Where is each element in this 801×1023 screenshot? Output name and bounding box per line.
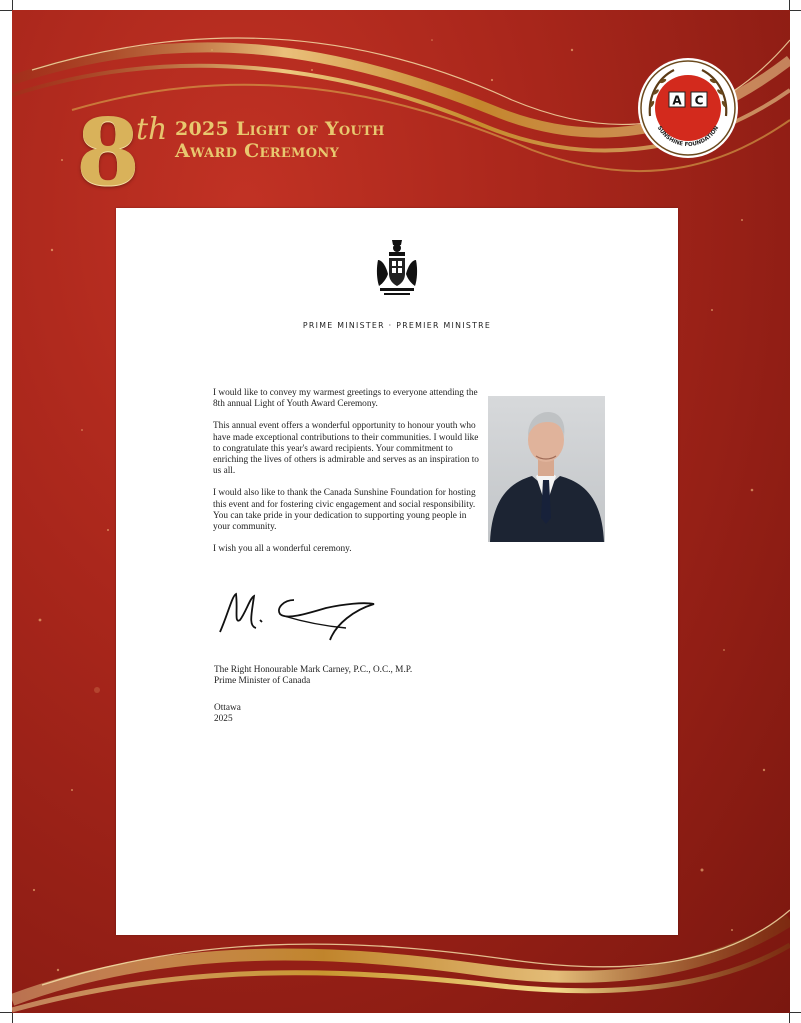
crop-mark bbox=[789, 10, 801, 11]
crop-mark bbox=[789, 1012, 801, 1013]
signature-image bbox=[214, 584, 384, 644]
event-title-line1: 2025 Light of Youth bbox=[175, 118, 385, 140]
letter-paragraph: I would also like to thank the Canada Sunshine Foundation for hosting this event and for fostering civic engagement and social responsibility. You can take pride in your dedication to supporting young people in your community. bbox=[213, 488, 476, 533]
crop-mark bbox=[789, 1013, 790, 1023]
crop-mark bbox=[0, 10, 12, 11]
canada-coat-of-arms-icon bbox=[374, 238, 420, 300]
signer-name: The Right Honourable Mark Carney, P.C., O.C., M.P. bbox=[214, 665, 413, 675]
logo-ring-text: SUNSHINE FOUNDATION bbox=[655, 125, 721, 149]
signer-title: Prime Minister of Canada bbox=[214, 676, 311, 687]
foundation-logo bbox=[636, 56, 740, 160]
ordinal-suffix: th bbox=[136, 112, 168, 147]
logo-initial-left: A bbox=[672, 93, 682, 108]
prime-minister-portrait bbox=[488, 396, 605, 542]
letter-paragraph: This annual event offers a wonderful opportunity to honour youth who have made exceptional contributions to their communities. I would like to congratulate this year's award recipients. Your commitment to enriching the lives of others is admirable and serves as an inspiration to us all. bbox=[213, 421, 479, 477]
office-heading: PRIME MINISTER · PREMIER MINISTRE bbox=[302, 321, 492, 330]
letter-year: 2025 bbox=[214, 714, 233, 725]
crop-mark bbox=[789, 0, 790, 10]
event-title bbox=[175, 118, 385, 162]
ordinal-number: 8 bbox=[76, 98, 141, 206]
letter-place: Ottawa bbox=[214, 703, 241, 713]
signer-block bbox=[214, 665, 474, 687]
crop-mark bbox=[12, 0, 13, 10]
event-title-line2: Award Ceremony bbox=[175, 140, 340, 162]
certificate-frame bbox=[12, 10, 790, 1013]
letter-paragraph: I would like to convey my warmest greetings to everyone attending the 8th annual Light of Youth Award Ceremony. bbox=[213, 388, 478, 410]
letter-paragraph: I wish you all a wonderful ceremony. bbox=[213, 544, 352, 555]
letter-page bbox=[116, 208, 678, 935]
crop-mark bbox=[12, 1013, 13, 1023]
crop-mark bbox=[0, 1012, 12, 1013]
logo-initial-right: C bbox=[694, 93, 704, 108]
letter-body bbox=[213, 388, 483, 566]
place-date bbox=[214, 703, 241, 725]
